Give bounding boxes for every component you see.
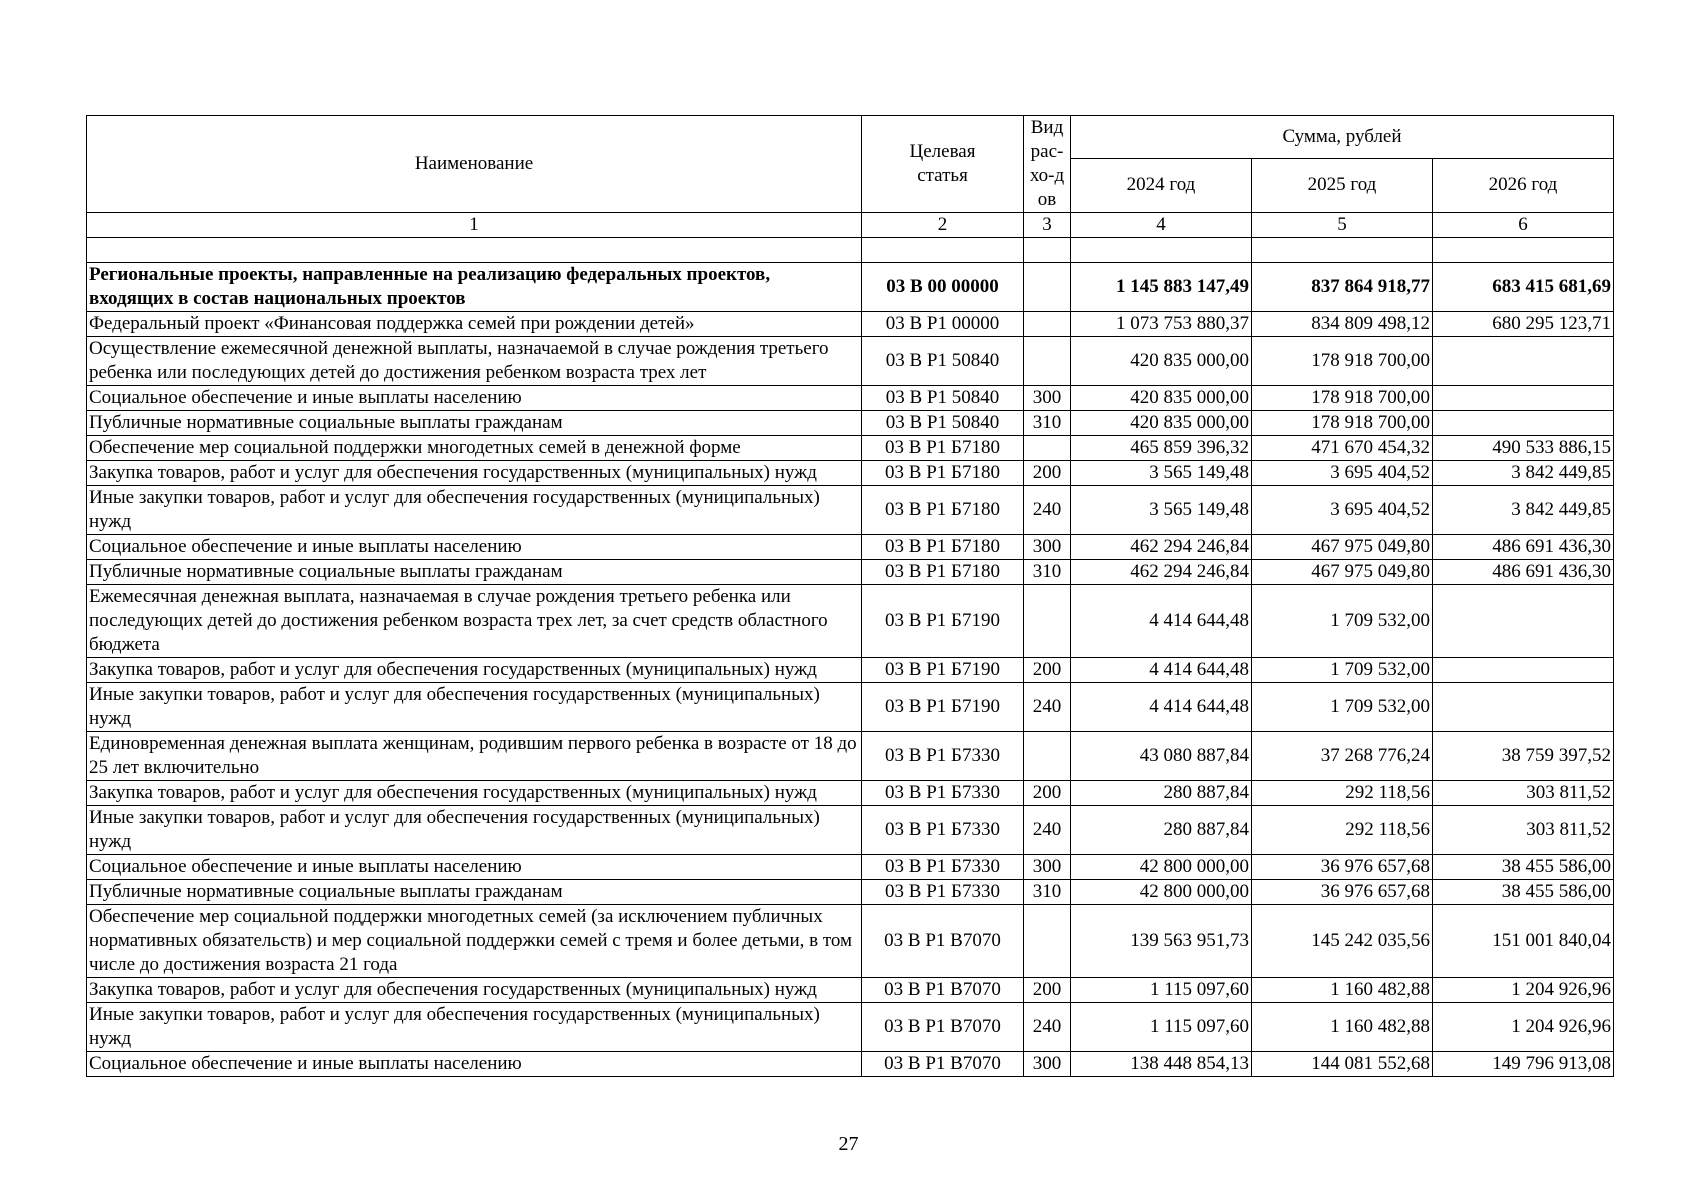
- row-target-article: 03 В Р1 Б7190: [862, 658, 1024, 683]
- row-expense-kind: 300: [1024, 386, 1071, 411]
- row-sum-2025: 1 160 482,88: [1252, 978, 1433, 1003]
- row-expense-kind: [1024, 905, 1071, 978]
- row-target-article: 03 В Р1 Б7180: [862, 461, 1024, 486]
- row-name: Иные закупки товаров, работ и услуг для обеспечения государственных (муниципальных) нужд: [87, 1003, 862, 1052]
- row-name: Иные закупки товаров, работ и услуг для обеспечения государственных (муниципальных) нужд: [87, 486, 862, 535]
- row-sum-2025: 292 118,56: [1252, 781, 1433, 806]
- row-name: Социальное обеспечение и иные выплаты населению: [87, 855, 862, 880]
- row-name: Закупка товаров, работ и услуг для обеспечения государственных (муниципальных) нужд: [87, 658, 862, 683]
- table-row: [87, 683, 1614, 732]
- row-sum-2026: 3 842 449,85: [1433, 461, 1614, 486]
- header-year-2024: 2024 год: [1071, 158, 1252, 212]
- row-target-article: 03 В 00 00000: [862, 263, 1024, 312]
- row-sum-2025: 3 695 404,52: [1252, 461, 1433, 486]
- row-sum-2024: 1 073 753 880,37: [1071, 312, 1252, 337]
- row-name: Публичные нормативные социальные выплаты гражданам: [87, 411, 862, 436]
- row-expense-kind: 300: [1024, 1052, 1071, 1077]
- row-expense-kind: 310: [1024, 880, 1071, 905]
- row-name: Закупка товаров, работ и услуг для обеспечения государственных (муниципальных) нужд: [87, 978, 862, 1003]
- table-row: [87, 905, 1614, 978]
- row-sum-2026: 151 001 840,04: [1433, 905, 1614, 978]
- table-row: [87, 263, 1614, 312]
- row-target-article: 03 В Р1 В7070: [862, 978, 1024, 1003]
- column-number: 1: [87, 213, 862, 238]
- row-target-article: 03 В Р1 Б7330: [862, 855, 1024, 880]
- row-sum-2026: [1433, 585, 1614, 658]
- row-sum-2024: 4 414 644,48: [1071, 658, 1252, 683]
- row-expense-kind: [1024, 337, 1071, 386]
- row-expense-kind: 200: [1024, 658, 1071, 683]
- row-sum-2025: 36 976 657,68: [1252, 855, 1433, 880]
- row-sum-2024: 465 859 396,32: [1071, 436, 1252, 461]
- row-sum-2025: 37 268 776,24: [1252, 732, 1433, 781]
- table-row: [87, 880, 1614, 905]
- column-number: 6: [1433, 213, 1614, 238]
- row-expense-kind: 300: [1024, 535, 1071, 560]
- row-sum-2025: 3 695 404,52: [1252, 486, 1433, 535]
- row-name: Ежемесячная денежная выплата, назначаемая в случае рождения третьего ребенка или последующих детей до достижения ребенком возраста трех лет, за счет средств областного бюджета: [87, 585, 862, 658]
- row-sum-2025: 1 160 482,88: [1252, 1003, 1433, 1052]
- row-target-article: 03 В Р1 В7070: [862, 1003, 1024, 1052]
- row-expense-kind: [1024, 732, 1071, 781]
- table-row: [87, 806, 1614, 855]
- row-expense-kind: 200: [1024, 781, 1071, 806]
- row-sum-2026: [1433, 386, 1614, 411]
- table-row: [87, 1052, 1614, 1077]
- row-target-article: 03 В Р1 Б7180: [862, 486, 1024, 535]
- row-name: Закупка товаров, работ и услуг для обеспечения государственных (муниципальных) нужд: [87, 781, 862, 806]
- row-target-article: 03 В Р1 Б7330: [862, 781, 1024, 806]
- row-sum-2024: 420 835 000,00: [1071, 411, 1252, 436]
- budget-table-container: [86, 115, 1613, 1077]
- row-target-article: 03 В Р1 Б7180: [862, 535, 1024, 560]
- row-name: Единовременная денежная выплата женщинам, родившим первого ребенка в возрасте от 18 до 25 лет включительно: [87, 732, 862, 781]
- table-row: [87, 461, 1614, 486]
- row-expense-kind: 240: [1024, 683, 1071, 732]
- spacer-row: [87, 238, 1614, 263]
- row-sum-2026: 1 204 926,96: [1433, 1003, 1614, 1052]
- row-sum-2025: 36 976 657,68: [1252, 880, 1433, 905]
- row-expense-kind: 300: [1024, 855, 1071, 880]
- row-expense-kind: [1024, 312, 1071, 337]
- row-sum-2024: 43 080 887,84: [1071, 732, 1252, 781]
- row-sum-2025: 178 918 700,00: [1252, 386, 1433, 411]
- row-sum-2025: 1 709 532,00: [1252, 658, 1433, 683]
- row-name: Осуществление ежемесячной денежной выплаты, назначаемой в случае рождения третьего ребенка или последующих детей до достижения ребенком возраста трех лет: [87, 337, 862, 386]
- row-name: Обеспечение мер социальной поддержки многодетных семей в денежной форме: [87, 436, 862, 461]
- row-sum-2026: 683 415 681,69: [1433, 263, 1614, 312]
- row-sum-2025: 1 709 532,00: [1252, 585, 1433, 658]
- row-target-article: 03 В Р1 Б7190: [862, 683, 1024, 732]
- row-sum-2024: 280 887,84: [1071, 781, 1252, 806]
- table-row: [87, 486, 1614, 535]
- row-sum-2026: [1433, 683, 1614, 732]
- row-sum-2024: 42 800 000,00: [1071, 880, 1252, 905]
- row-sum-2024: 3 565 149,48: [1071, 486, 1252, 535]
- table-row: [87, 337, 1614, 386]
- row-sum-2024: 280 887,84: [1071, 806, 1252, 855]
- row-sum-2026: 38 455 586,00: [1433, 855, 1614, 880]
- row-sum-2026: 680 295 123,71: [1433, 312, 1614, 337]
- column-number: 2: [862, 213, 1024, 238]
- table-row: [87, 978, 1614, 1003]
- table-body: [87, 213, 1614, 1077]
- row-name: Социальное обеспечение и иные выплаты населению: [87, 1052, 862, 1077]
- row-target-article: 03 В Р1 50840: [862, 411, 1024, 436]
- table-row: [87, 658, 1614, 683]
- row-expense-kind: 200: [1024, 461, 1071, 486]
- row-sum-2025: 837 864 918,77: [1252, 263, 1433, 312]
- row-sum-2024: 42 800 000,00: [1071, 855, 1252, 880]
- header-year-2026: 2026 год: [1433, 158, 1614, 212]
- row-sum-2026: 490 533 886,15: [1433, 436, 1614, 461]
- column-number: 3: [1024, 213, 1071, 238]
- row-sum-2025: 467 975 049,80: [1252, 535, 1433, 560]
- row-sum-2024: 1 115 097,60: [1071, 978, 1252, 1003]
- table-row: [87, 732, 1614, 781]
- column-number: 5: [1252, 213, 1433, 238]
- row-target-article: 03 В Р1 50840: [862, 337, 1024, 386]
- table-row: [87, 386, 1614, 411]
- row-sum-2026: 149 796 913,08: [1433, 1052, 1614, 1077]
- column-numbers-row: [87, 213, 1614, 238]
- row-sum-2025: 178 918 700,00: [1252, 337, 1433, 386]
- header-sum: Сумма, рублей: [1071, 116, 1614, 159]
- row-name: Иные закупки товаров, работ и услуг для обеспечения государственных (муниципальных) нужд: [87, 683, 862, 732]
- row-expense-kind: 240: [1024, 486, 1071, 535]
- column-number: 4: [1071, 213, 1252, 238]
- budget-table: [86, 115, 1614, 1077]
- row-sum-2026: [1433, 658, 1614, 683]
- row-expense-kind: [1024, 436, 1071, 461]
- row-name: Иные закупки товаров, работ и услуг для обеспечения государственных (муниципальных) нужд: [87, 806, 862, 855]
- row-sum-2024: 420 835 000,00: [1071, 337, 1252, 386]
- row-expense-kind: 310: [1024, 411, 1071, 436]
- row-sum-2025: 467 975 049,80: [1252, 560, 1433, 585]
- table-row: [87, 1003, 1614, 1052]
- table-row: [87, 781, 1614, 806]
- row-sum-2026: 303 811,52: [1433, 806, 1614, 855]
- row-name: Социальное обеспечение и иные выплаты населению: [87, 535, 862, 560]
- row-target-article: 03 В Р1 00000: [862, 312, 1024, 337]
- header-expense-kind: Вид рас-хо-дов: [1024, 116, 1071, 213]
- row-sum-2024: 1 145 883 147,49: [1071, 263, 1252, 312]
- row-target-article: 03 В Р1 Б7330: [862, 732, 1024, 781]
- row-sum-2025: 145 242 035,56: [1252, 905, 1433, 978]
- row-name: Региональные проекты, направленные на реализацию федеральных проектов, входящих в состав национальных проектов: [87, 263, 862, 312]
- table-row: [87, 535, 1614, 560]
- row-sum-2026: 303 811,52: [1433, 781, 1614, 806]
- row-name: Публичные нормативные социальные выплаты гражданам: [87, 560, 862, 585]
- row-expense-kind: 240: [1024, 806, 1071, 855]
- row-name: Закупка товаров, работ и услуг для обеспечения государственных (муниципальных) нужд: [87, 461, 862, 486]
- row-expense-kind: 310: [1024, 560, 1071, 585]
- row-sum-2024: 4 414 644,48: [1071, 585, 1252, 658]
- row-name: Федеральный проект «Финансовая поддержка семей при рождении детей»: [87, 312, 862, 337]
- row-sum-2024: 420 835 000,00: [1071, 386, 1252, 411]
- row-target-article: 03 В Р1 50840: [862, 386, 1024, 411]
- row-sum-2024: 3 565 149,48: [1071, 461, 1252, 486]
- row-target-article: 03 В Р1 Б7180: [862, 436, 1024, 461]
- row-sum-2026: 1 204 926,96: [1433, 978, 1614, 1003]
- row-sum-2026: 38 455 586,00: [1433, 880, 1614, 905]
- row-sum-2025: 144 081 552,68: [1252, 1052, 1433, 1077]
- row-sum-2024: 4 414 644,48: [1071, 683, 1252, 732]
- row-sum-2024: 138 448 854,13: [1071, 1052, 1252, 1077]
- table-row: [87, 585, 1614, 658]
- header-year-2025: 2025 год: [1252, 158, 1433, 212]
- row-sum-2026: 486 691 436,30: [1433, 535, 1614, 560]
- row-expense-kind: [1024, 585, 1071, 658]
- row-expense-kind: [1024, 263, 1071, 312]
- table-row: [87, 411, 1614, 436]
- row-sum-2026: [1433, 337, 1614, 386]
- row-expense-kind: 240: [1024, 1003, 1071, 1052]
- header-name: Наименование: [87, 116, 862, 213]
- row-sum-2024: 1 115 097,60: [1071, 1003, 1252, 1052]
- row-sum-2024: 462 294 246,84: [1071, 560, 1252, 585]
- row-sum-2025: 834 809 498,12: [1252, 312, 1433, 337]
- row-sum-2024: 139 563 951,73: [1071, 905, 1252, 978]
- row-target-article: 03 В Р1 В7070: [862, 1052, 1024, 1077]
- row-name: Обеспечение мер социальной поддержки многодетных семей (за исключением публичных нормативных обязательств) и мер социальной поддержки семей с тремя и более детьми, в том числе до достижения возраста 21 года: [87, 905, 862, 978]
- row-target-article: 03 В Р1 Б7330: [862, 880, 1024, 905]
- row-sum-2025: 292 118,56: [1252, 806, 1433, 855]
- row-sum-2025: 471 670 454,32: [1252, 436, 1433, 461]
- row-sum-2025: 178 918 700,00: [1252, 411, 1433, 436]
- row-name: Социальное обеспечение и иные выплаты населению: [87, 386, 862, 411]
- row-sum-2026: 486 691 436,30: [1433, 560, 1614, 585]
- row-target-article: 03 В Р1 Б7330: [862, 806, 1024, 855]
- table-row: [87, 855, 1614, 880]
- row-target-article: 03 В Р1 Б7190: [862, 585, 1024, 658]
- row-sum-2026: 3 842 449,85: [1433, 486, 1614, 535]
- table-row: [87, 312, 1614, 337]
- row-expense-kind: 200: [1024, 978, 1071, 1003]
- table-row: [87, 436, 1614, 461]
- row-sum-2026: [1433, 411, 1614, 436]
- header-target-article: Целевая статья: [862, 116, 1024, 213]
- row-target-article: 03 В Р1 В7070: [862, 905, 1024, 978]
- row-sum-2025: 1 709 532,00: [1252, 683, 1433, 732]
- row-name: Публичные нормативные социальные выплаты гражданам: [87, 880, 862, 905]
- page-number: 27: [838, 1133, 859, 1155]
- row-sum-2024: 462 294 246,84: [1071, 535, 1252, 560]
- table-row: [87, 560, 1614, 585]
- row-target-article: 03 В Р1 Б7180: [862, 560, 1024, 585]
- row-sum-2026: 38 759 397,52: [1433, 732, 1614, 781]
